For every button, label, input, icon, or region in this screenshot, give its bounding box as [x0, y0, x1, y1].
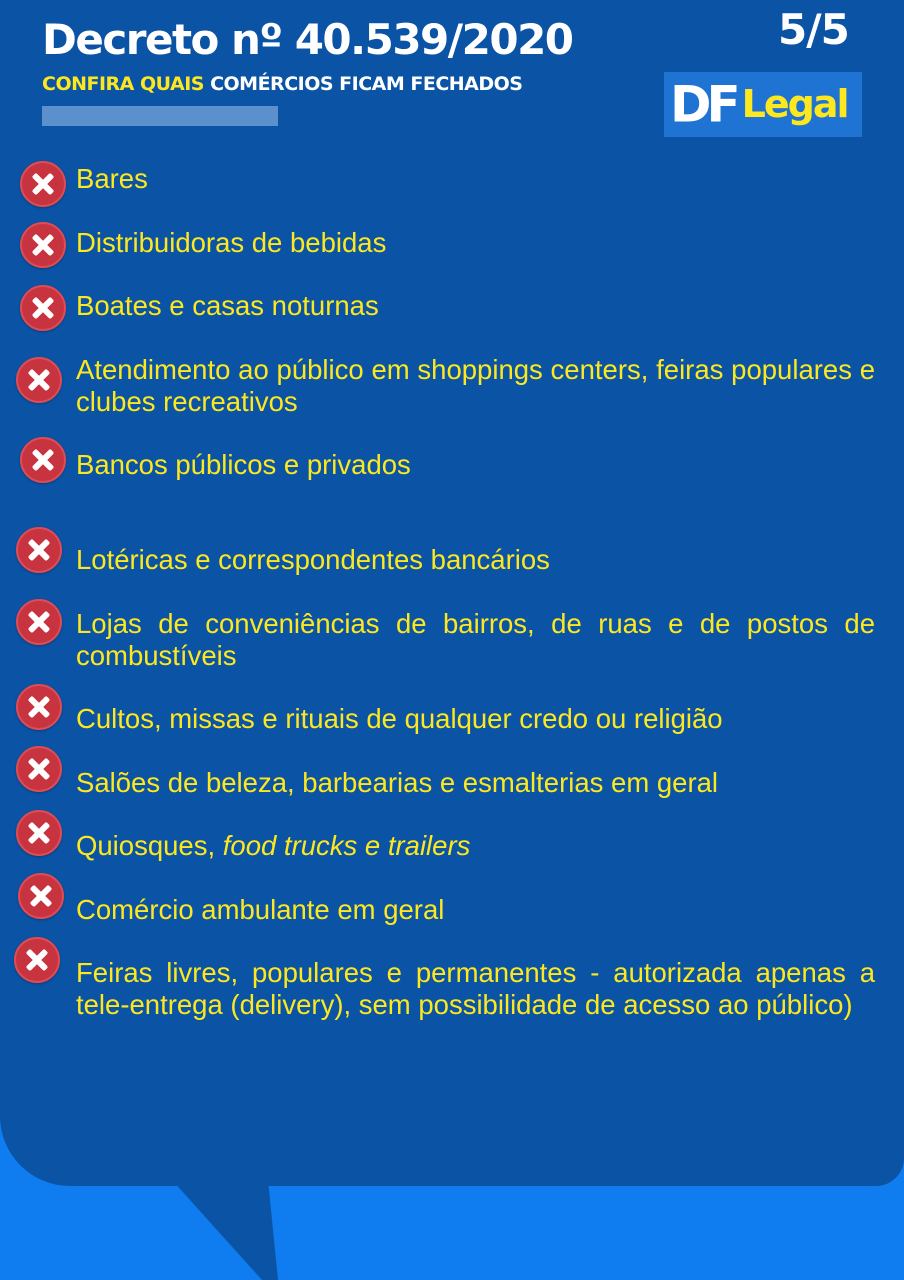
title-underline-bar	[42, 106, 278, 126]
list-item: Atendimento ao público em shoppings centers, feiras populares e clubes recreativos	[76, 354, 875, 417]
page-subtitle	[42, 70, 523, 98]
page-indicator: 5/5	[778, 5, 849, 54]
list-item: Lotéricas e correspondentes bancários	[76, 544, 550, 575]
close-icon	[16, 527, 62, 573]
close-icon	[16, 810, 62, 856]
close-icon	[20, 222, 66, 268]
list-item: Comércio ambulante em geral	[76, 894, 445, 925]
list-item: Cultos, missas e rituais de qualquer credo ou religião	[76, 703, 723, 734]
df-legal-logo	[664, 72, 862, 137]
page-title: Decreto nº 40.539/2020	[42, 15, 573, 64]
subtitle-rest: COMÉRCIOS FICAM FECHADOS	[210, 73, 523, 95]
close-icon	[16, 599, 62, 645]
list-item: Salões de beleza, barbearias e esmalterias em geral	[76, 767, 719, 798]
logo-legal-text: Legal	[741, 82, 848, 127]
list-item: Distribuidoras de bebidas	[76, 227, 387, 258]
list-item: Feiras livres, populares e permanentes - autorizada apenas a tele-entrega (delivery), sem possibilidade de acesso ao público)	[76, 957, 875, 1020]
subtitle-highlight: CONFIRA QUAIS	[42, 73, 204, 95]
close-icon	[18, 873, 64, 919]
close-icon	[14, 937, 60, 983]
close-icon	[16, 684, 62, 730]
close-icon	[16, 746, 62, 792]
list-item: Bares	[76, 163, 148, 194]
list-item: Boates e casas noturnas	[76, 290, 379, 321]
close-icon	[16, 357, 62, 403]
list-item: Lojas de conveniências de bairros, de ruas e de postos de combustíveis	[76, 608, 875, 671]
list-item-plain: Quiosques,	[76, 830, 223, 861]
logo-df-text: DF	[670, 75, 736, 134]
list-item-italic: food trucks e trailers	[222, 830, 471, 861]
list-item: Bancos públicos e privados	[76, 449, 411, 480]
list-item	[76, 830, 875, 862]
close-icon	[20, 285, 66, 331]
close-icon	[20, 161, 66, 207]
close-icon	[20, 437, 66, 483]
